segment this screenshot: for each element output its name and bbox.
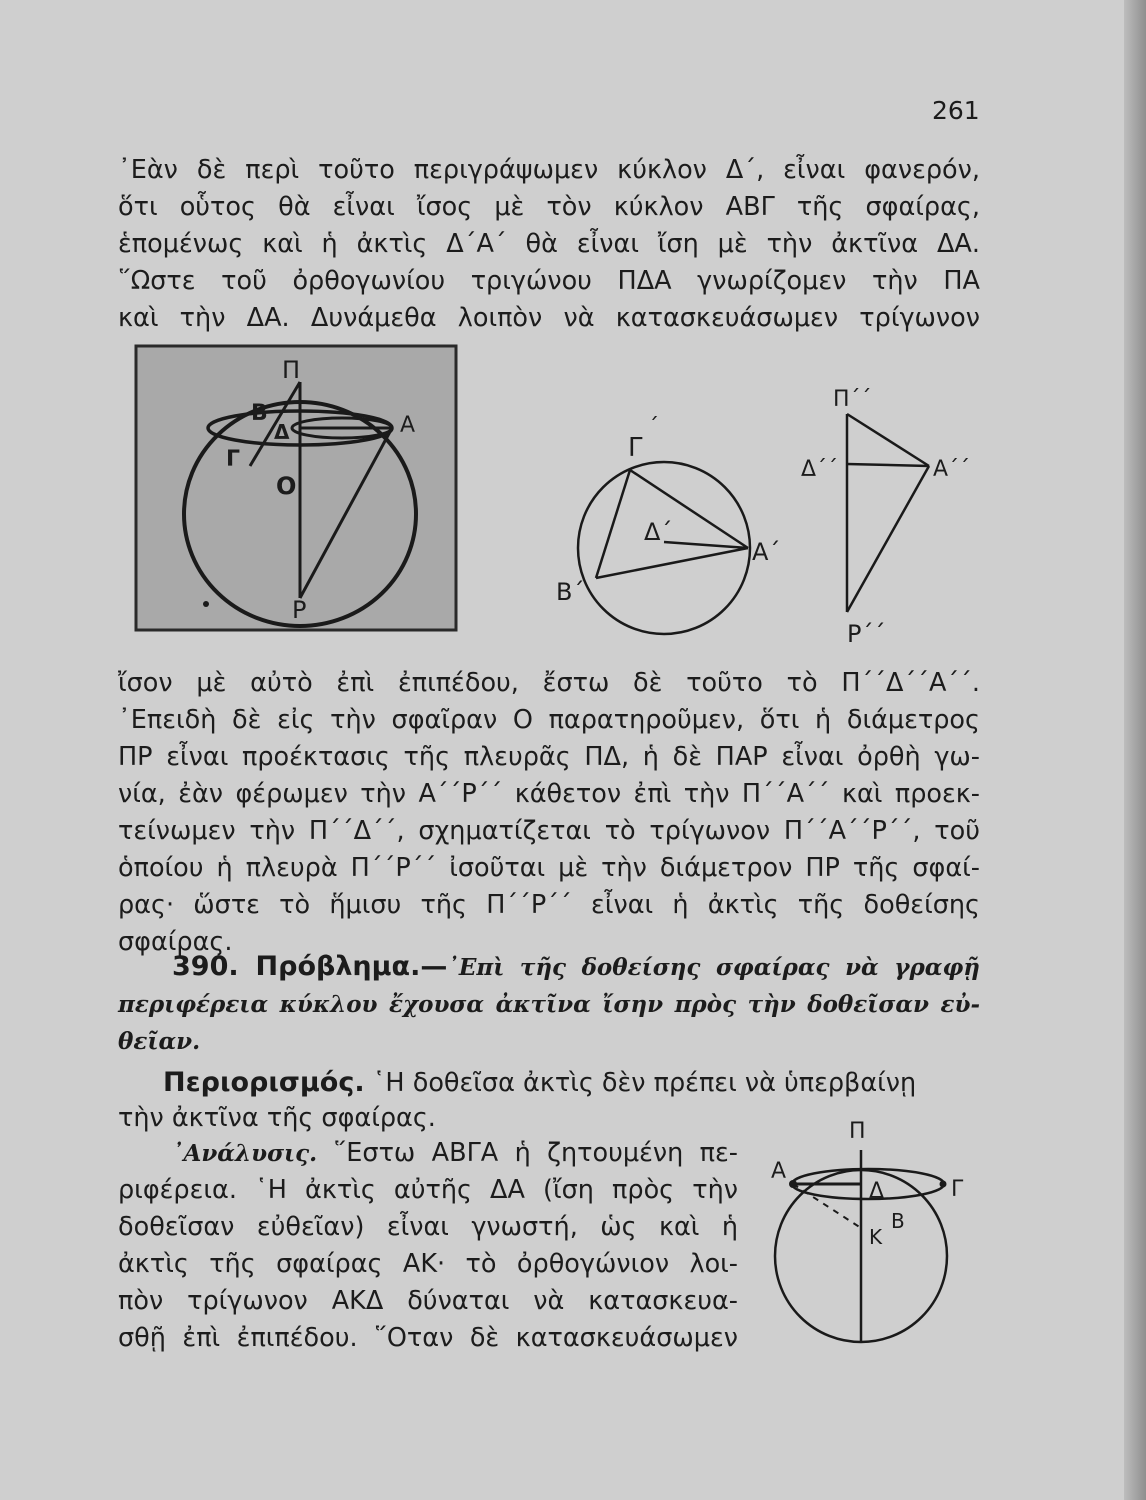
limitation-title: Περιορισμός.: [163, 1067, 365, 1098]
limitation-text: ῾Η δοθεῖσα ἀκτὶς δὲν πρέπει νὰ ὑπερβαίνῃ: [364, 1068, 917, 1098]
text-line: τείνωμεν τὴν Π΄΄Δ΄΄, σχηματίζεται τὸ τρίγωνον Π΄΄Α΄΄Ρ΄΄, τοῦ: [118, 816, 980, 846]
limitation-paragraph: [163, 1064, 980, 1102]
analysis-first-text: ῞Εστω ΑΒΓΑ ἡ ζητουμένη πε-: [317, 1138, 738, 1168]
text-line: ᾽Εὰν δὲ περὶ τοῦτο περιγράψωμεν κύκλον Δ΄, εἶναι φανερόν,: [118, 155, 980, 185]
problem-390: [118, 948, 980, 1060]
label-gamma-prime: ΄: [648, 415, 659, 440]
label-beta: Β: [251, 401, 268, 426]
text-line: νία, ἐὰν φέρωμεν τὴν Α΄΄Ρ΄΄ κάθετον ἐπὶ τὴν Π΄΄Α΄΄ καὶ προεκ-: [118, 779, 980, 809]
label-pi: Π: [849, 1119, 866, 1144]
figure-circle: [540, 412, 790, 652]
text-line: ρας· ὥστε τὸ ἥμισυ τῆς Π΄΄Ρ΄΄ εἶναι ἡ ἀκτὶς τῆς δοθείσης: [118, 890, 980, 920]
figure-small-sphere: [765, 1112, 980, 1357]
analysis-paragraph: [118, 1135, 738, 1357]
problem-statement: περιφέρεια κύκλου ἔχουσα ἀκτῖνα ἴσην πρὸς τὴν δοθεῖσαν εὐ-: [118, 991, 980, 1018]
label-delta-double: Δ΄΄: [801, 457, 839, 482]
text-line: σθῇ ἐπὶ ἐπιπέδου. ῞Οταν δὲ κατασκευάσωμεν: [118, 1323, 738, 1353]
text-line: ᾽Επειδὴ δὲ εἰς τὴν σφαῖραν Ο παρατηροῦμεν, ὅτι ἡ διάμετρος: [118, 705, 980, 735]
text-line: ἑπομένως καὶ ἡ ἀκτὶς Δ΄Α΄ θὰ εἶναι ἴση μὲ τὴν ἀκτῖνα ΔΑ.: [118, 229, 980, 259]
problem-statement: θεῖαν.: [118, 1028, 201, 1055]
side-pa: [847, 414, 929, 466]
text-line: ἀκτὶς τῆς σφαίρας ΑΚ· τὸ ὀρθογώνιον λοι-: [118, 1249, 738, 1279]
page-number: 261: [932, 96, 980, 125]
label-rho: Ρ: [292, 596, 307, 624]
limitation-text-line2: τὴν ἀκτῖνα τῆς σφαίρας.: [118, 1103, 436, 1133]
side-ar: [847, 466, 929, 612]
chord-ba: [596, 548, 748, 578]
text-line: καὶ τὴν ΔΑ. Δυνάμεθα λοιπὸν νὰ κατασκευάσωμεν τρίγωνον: [118, 303, 980, 333]
problem-statement: ᾽Επὶ τῆς δοθείσης σφαίρας νὰ γραφῇ: [447, 954, 980, 981]
analysis-title: ᾽Ανάλυσις.: [172, 1140, 318, 1167]
text-line: ἴσον μὲ αὐτὸ ἐπὶ ἐπιπέδου, ἔστω δὲ τοῦτο τὸ Π΄΄Δ΄΄Α΄΄.: [118, 668, 980, 698]
label-delta-prime: Δ΄: [644, 518, 673, 546]
text-line: δοθεῖσαν εὐθεῖαν) εἶναι γνωστή, ὡς καὶ ἡ: [118, 1212, 738, 1242]
label-rho-double: Ρ΄΄: [847, 620, 886, 648]
page-edge-shadow: [1124, 0, 1146, 1500]
label-alpha-double: Α΄΄: [933, 457, 971, 482]
label-alpha-prime: Α΄: [752, 538, 781, 566]
segment-da: [847, 464, 929, 466]
label-pi-double: Π΄΄: [833, 387, 872, 412]
dot: [203, 601, 209, 607]
label-pi: Π: [282, 356, 301, 384]
label-delta: Δ: [274, 420, 290, 444]
figure-triangle: [795, 372, 985, 652]
figure-sphere: [130, 342, 460, 634]
point-a: [789, 1180, 797, 1188]
label-delta: Δ: [869, 1179, 885, 1204]
paragraph-2: [118, 665, 980, 961]
text-line: ῞Ωστε τοῦ ὀρθογωνίου τριγώνου ΠΔΑ γνωρίζομεν τὴν ΠΑ: [118, 266, 980, 296]
label-kappa: Κ: [869, 1225, 883, 1249]
label-beta: Β: [891, 1209, 905, 1233]
label-gamma: Γ: [226, 447, 241, 472]
text-line: σφαίρας.: [118, 927, 233, 957]
text-line: πὸν τρίγωνον ΑΚΔ δύναται νὰ κατασκευα-: [118, 1286, 738, 1316]
label-gamma: Γ: [628, 433, 643, 463]
label-gamma: Γ: [951, 1177, 964, 1202]
label-omicron: Ο: [276, 472, 297, 500]
text-line: ὅτι οὗτος θὰ εἶναι ἴσος μὲ τὸν κύκλον ΑΒΓ τῆς σφαίρας,: [118, 192, 980, 222]
label-alpha: Α: [771, 1159, 787, 1184]
radius-da: [664, 542, 748, 548]
problem-heading: 390. Πρόβλημα.—: [172, 951, 448, 982]
radius-ak: [793, 1184, 861, 1228]
label-alpha: Α: [400, 413, 416, 438]
label-beta-prime: Β΄: [556, 578, 585, 606]
paragraph-1: [118, 152, 980, 337]
circle-outline: [578, 462, 750, 634]
chord-gb: [596, 470, 630, 578]
point-g: [940, 1181, 947, 1188]
text-line: ΠΡ εἶναι προέκτασις τῆς πλευρᾶς ΠΔ, ἡ δὲ ΠΑΡ εἶναι ὀρθὴ γω-: [118, 742, 980, 772]
text-line: ὁποίου ἡ πλευρὰ Π΄΄Ρ΄΄ ἰσοῦται μὲ τὴν διάμετρον ΠΡ τῆς σφαί-: [118, 853, 980, 883]
text-line: ριφέρεια. ῾Η ἀκτὶς αὐτῆς ΔΑ (ἴση πρὸς τὴν: [118, 1175, 738, 1205]
